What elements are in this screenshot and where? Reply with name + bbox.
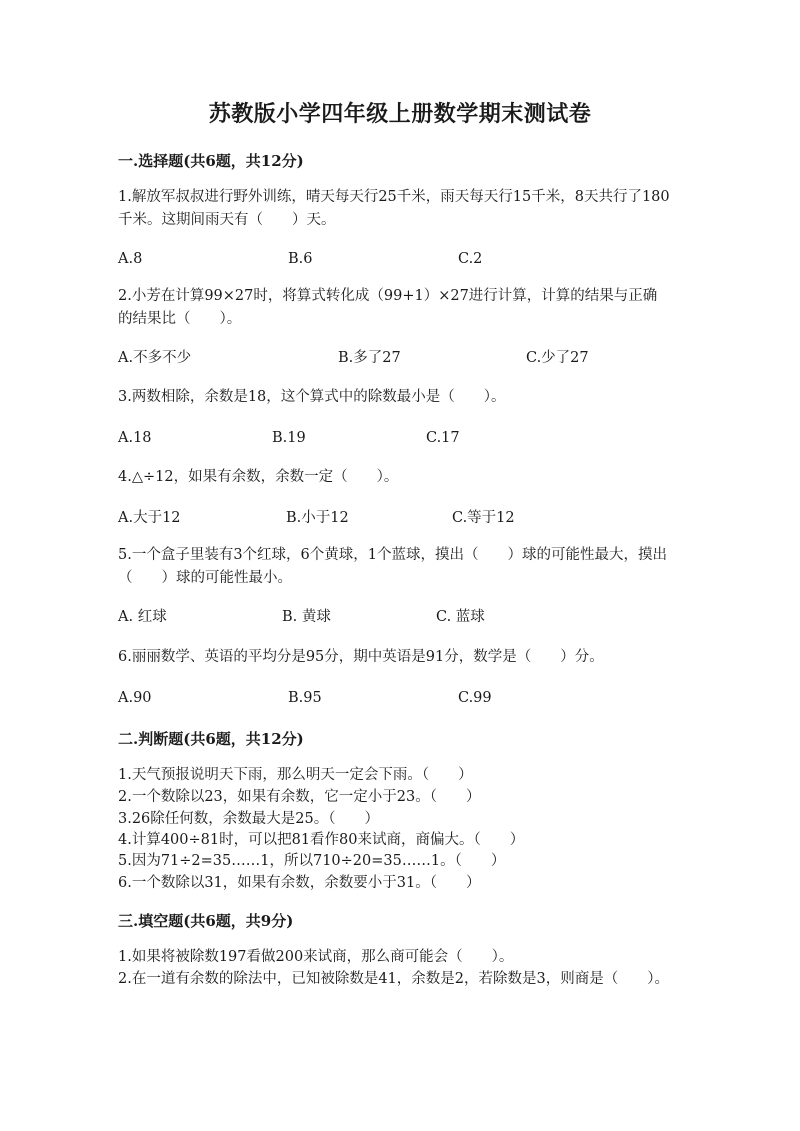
option-c[interactable]: C.2	[458, 251, 483, 267]
option-b[interactable]: B.多了27	[338, 350, 401, 366]
question-text: 1.解放军叔叔进行野外训练，晴天每天行25千米，雨天每天行15千米，8天共行了180千米。这期间雨天有（ ）天。	[118, 189, 670, 228]
fill-blank-item: 2.在一道有余数的除法中，已知被除数是41，余数是2，若除数是3，则商是（ ）。	[118, 971, 669, 987]
section-heading-fill-blank: 三.填空题(共6题，共9分)	[118, 912, 294, 930]
option-b[interactable]: B.6	[288, 251, 313, 267]
option-a[interactable]: A.18	[118, 430, 152, 446]
option-c[interactable]: C.等于12	[452, 510, 515, 526]
option-c[interactable]: C.少了27	[526, 350, 589, 366]
option-c[interactable]: C. 蓝球	[436, 609, 485, 625]
option-b[interactable]: B.19	[272, 430, 306, 446]
option-a[interactable]: A.大于12	[118, 510, 181, 526]
option-a[interactable]: A.不多不少	[118, 350, 192, 366]
judgement-item: 4.计算400÷81时，可以把81看作80来试商，商偏大。（ ）	[118, 832, 525, 848]
option-a[interactable]: A. 红球	[118, 609, 167, 625]
option-b[interactable]: B. 黄球	[282, 609, 331, 625]
question-text: 3.两数相除，余数是18，这个算式中的除数最小是（ ）。	[118, 389, 506, 405]
option-c[interactable]: C.99	[458, 690, 492, 706]
option-a[interactable]: A.90	[118, 690, 152, 706]
question-text: 6.丽丽数学、英语的平均分是95分，期中英语是91分，数学是（ ）分。	[118, 649, 604, 665]
option-a[interactable]: A.8	[118, 251, 143, 267]
judgement-item: 5.因为71÷2=35……1，所以710÷20=35……1。（ ）	[118, 853, 506, 869]
judgement-item: 1.天气预报说明天下雨，那么明天一定会下雨。（ ）	[118, 767, 473, 783]
section-heading-judgement: 二.判断题(共6题，共12分)	[118, 730, 304, 748]
option-b[interactable]: B.95	[288, 690, 322, 706]
judgement-item: 3.26除任何数，余数最大是25。（ ）	[118, 811, 379, 827]
judgement-item: 6.一个数除以31，如果有余数，余数要小于31。（ ）	[118, 875, 481, 891]
judgement-item: 2.一个数除以23，如果有余数，它一定小于23。（ ）	[118, 789, 481, 805]
option-c[interactable]: C.17	[426, 430, 460, 446]
question-text: 4.△÷12，如果有余数，余数一定（ ）。	[118, 469, 399, 485]
question-text: 2.小芳在计算99×27时，将算式转化成（99+1）×27进行计算，计算的结果与正确的结果比（ ）。	[118, 288, 658, 327]
question-text: 5.一个盒子里装有3个红球，6个黄球，1个蓝球，摸出（ ）球的可能性最大，摸出（ ）球的可能性最小。	[118, 547, 668, 586]
fill-blank-item: 1.如果将被除数197看做200来试商，那么商可能会（ ）。	[118, 949, 514, 965]
section-heading-choice: 一.选择题(共6题，共12分)	[118, 152, 304, 170]
option-b[interactable]: B.小于12	[286, 510, 349, 526]
page-title: 苏教版小学四年级上册数学期末测试卷	[208, 101, 592, 127]
